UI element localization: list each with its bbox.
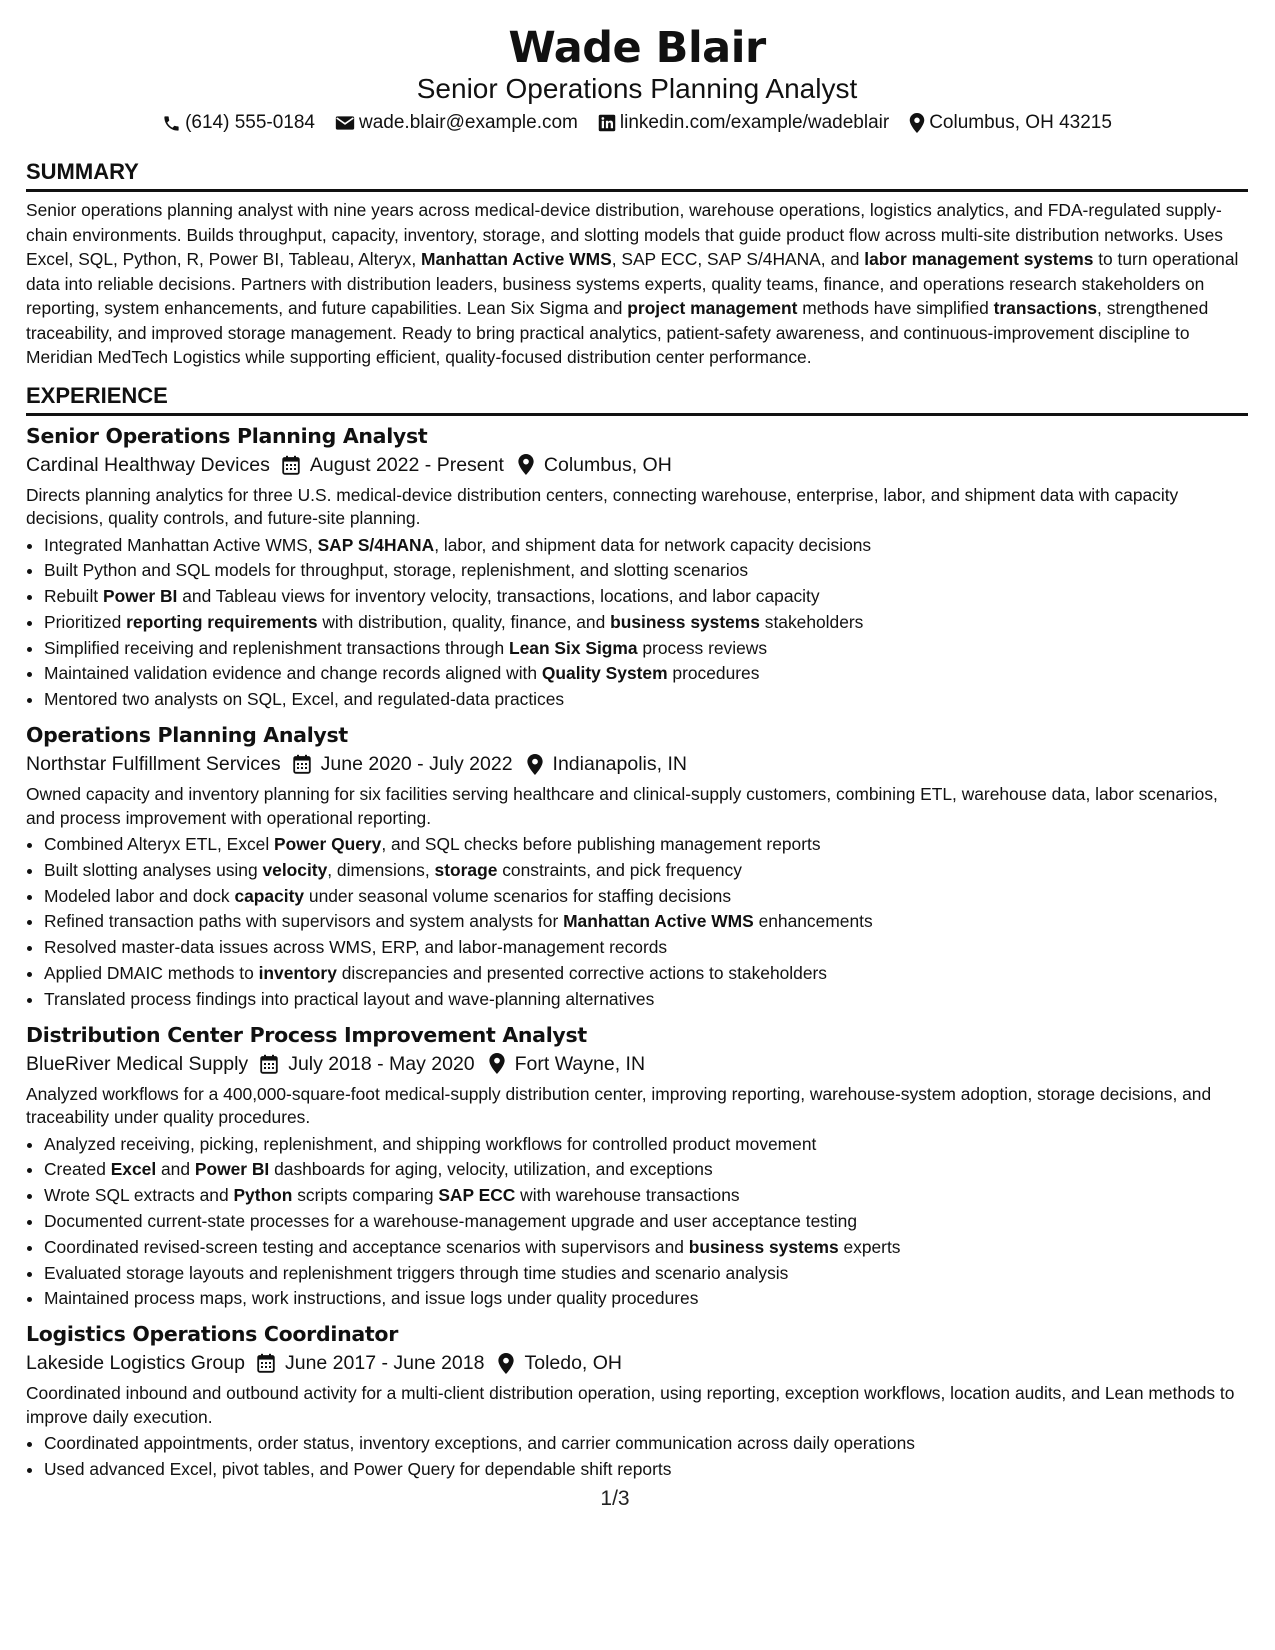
text-run: Wrote SQL extracts and xyxy=(44,1185,234,1206)
bold-keyword: SAP S/4HANA xyxy=(317,534,435,555)
bullet-list xyxy=(26,832,1248,1013)
bold-keyword: project management xyxy=(627,298,798,318)
bold-keyword: Power Query xyxy=(274,834,382,855)
job-title: Senior Operations Planning Analyst xyxy=(26,423,428,448)
text-run: Coordinated revised-screen testing and acceptance scenarios with supervisors and xyxy=(44,1236,689,1257)
job-entry xyxy=(26,1320,1248,1483)
text-run: Evaluated storage layouts and replenishment triggers through time studies and scenario analysis xyxy=(44,1262,789,1283)
section-title-summary: SUMMARY xyxy=(26,159,1248,192)
job-meta xyxy=(26,1348,1248,1378)
calendar-icon xyxy=(260,1054,278,1074)
contact-linkedin[interactable] xyxy=(598,112,889,134)
contact-phone xyxy=(162,112,315,134)
map-pin-icon xyxy=(527,754,543,775)
bullet-item xyxy=(44,832,1248,858)
bold-keyword: Excel xyxy=(110,1159,157,1180)
text-run: Prioritized xyxy=(44,611,127,632)
job-location: Fort Wayne, IN xyxy=(514,1052,646,1075)
bold-keyword: Power BI xyxy=(102,586,178,607)
job-meta xyxy=(26,1049,1248,1079)
bullet-item xyxy=(44,610,1248,636)
text-run: Coordinated appointments, order status, inventory exceptions, and carrier communication across daily operations xyxy=(44,1433,915,1454)
phone-text: (614) 555-0184 xyxy=(185,112,315,133)
page-number: 1/3 xyxy=(600,1487,630,1510)
bullet-item xyxy=(44,1209,1248,1235)
job-entry xyxy=(26,422,1248,714)
text-run: Built slotting analyses using xyxy=(44,859,263,880)
linkedin-text[interactable]: linkedin.com/example/wadeblair xyxy=(619,112,890,133)
bullet-item xyxy=(44,558,1248,584)
map-pin-icon xyxy=(489,1053,505,1074)
bold-keyword: Lean Six Sigma xyxy=(508,637,638,658)
linkedin-icon xyxy=(598,114,616,132)
text-run: Simplified receiving and replenishment transactions through xyxy=(44,637,509,658)
bullet-item xyxy=(44,909,1248,935)
company-name: Cardinal Healthway Devices xyxy=(26,453,270,476)
bold-keyword: capacity xyxy=(234,885,305,906)
text-run: constraints, and pick frequency xyxy=(497,859,742,880)
text-run: Maintained process maps, work instructions, and issue logs under quality procedures xyxy=(44,1288,699,1309)
bullet-item xyxy=(44,1157,1248,1183)
email-text[interactable]: wade.blair@example.com xyxy=(359,112,578,133)
job-entry xyxy=(26,721,1248,1013)
text-run: Refined transaction paths with supervisors and system analysts for xyxy=(44,911,564,932)
bullet-item xyxy=(44,533,1248,559)
company-name: Northstar Fulfillment Services xyxy=(26,753,281,776)
text-run: to turn operational data into reliable decisions. Partners with distribution leaders, business systems experts, quality teams, finance, and operations research stakeholders on reporting, system enhancements, and future capabilities. Lean Six Sigma and xyxy=(26,249,1239,318)
contact-email[interactable] xyxy=(335,112,578,134)
text-run: enhancements xyxy=(753,911,873,932)
candidate-title: Senior Operations Planning Analyst xyxy=(416,73,858,104)
text-run: stakeholders xyxy=(759,611,864,632)
bullet-item xyxy=(44,1183,1248,1209)
text-run: with distribution, quality, finance, and xyxy=(317,611,611,632)
experience-list xyxy=(26,422,1248,1483)
text-run: Integrated Manhattan Active WMS, xyxy=(44,534,318,555)
summary-paragraph xyxy=(26,198,1248,370)
job-location: Toledo, OH xyxy=(524,1352,623,1375)
bold-keyword: storage xyxy=(434,859,498,880)
location-text: Columbus, OH 43215 xyxy=(929,112,1112,133)
job-dates: August 2022 - Present xyxy=(309,453,504,476)
bold-keyword: inventory xyxy=(258,963,337,984)
bullet-list xyxy=(26,533,1248,714)
bullet-item xyxy=(44,661,1248,687)
bold-keyword: Power BI xyxy=(194,1159,270,1180)
bullet-list xyxy=(26,1431,1248,1483)
calendar-icon xyxy=(282,455,300,475)
phone-icon xyxy=(162,114,181,133)
bullet-item xyxy=(44,636,1248,662)
bullet-item xyxy=(44,987,1248,1013)
company-name: Lakeside Logistics Group xyxy=(26,1352,245,1375)
text-run: Modeled labor and dock xyxy=(44,885,235,906)
bold-keyword: business systems xyxy=(610,611,760,632)
job-title: Distribution Center Process Improvement Analyst xyxy=(26,1022,587,1047)
text-run: Maintained validation evidence and change records aligned with xyxy=(44,663,542,684)
candidate-name: Wade Blair xyxy=(508,23,766,73)
text-run: Rebuilt xyxy=(44,586,103,607)
calendar-icon xyxy=(257,1353,275,1373)
bullet-item xyxy=(44,687,1248,713)
bold-keyword: transactions xyxy=(993,298,1098,318)
text-run: Combined Alteryx ETL, Excel xyxy=(44,834,275,855)
text-run: dashboards for aging, velocity, utilization, and exceptions xyxy=(269,1159,713,1180)
job-description: Owned capacity and inventory planning for six facilities serving healthcare and clinical-supply customers, combining ETL, warehouse data, labor scenarios, and process improvement with operational reporting. xyxy=(26,784,1218,828)
text-run: Created xyxy=(44,1159,111,1180)
text-run: Senior operations planning analyst with nine years across medical-device distribution, warehouse operations, logistics analytics, and FDA-regulated supply-chain environments. Builds throughput, capacity, inventory, storage, and slotting models that guide product flow across multi-site distribution networks. Uses Excel, SQL, Python, R, Power BI, Tableau, Alteryx, xyxy=(26,200,1224,269)
text-run: procedures xyxy=(667,663,760,684)
job-meta xyxy=(26,749,1248,779)
text-run: and xyxy=(156,1159,195,1180)
job-title: Logistics Operations Coordinator xyxy=(26,1322,399,1347)
text-run: Documented current-state processes for a warehouse-management upgrade and user acceptance testing xyxy=(44,1211,857,1232)
section-title-experience: EXPERIENCE xyxy=(26,383,1248,416)
bullet-item xyxy=(44,584,1248,610)
bold-keyword: reporting requirements xyxy=(126,611,318,632)
text-run: Resolved master-data issues across WMS, ERP, and labor-management records xyxy=(44,937,668,958)
bullet-item xyxy=(44,858,1248,884)
map-pin-icon xyxy=(518,454,534,475)
job-meta xyxy=(26,450,1248,480)
bold-keyword: velocity xyxy=(262,859,328,880)
text-run: , dimensions, xyxy=(327,859,435,880)
bullet-item xyxy=(44,1457,1248,1483)
bold-keyword: SAP ECC xyxy=(438,1185,516,1206)
map-pin-icon xyxy=(498,1353,514,1374)
bullet-item xyxy=(44,1261,1248,1287)
bullet-item xyxy=(44,1286,1248,1312)
bold-keyword: labor management systems xyxy=(864,249,1094,269)
bullet-item xyxy=(44,1235,1248,1261)
job-location: Indianapolis, IN xyxy=(552,753,687,776)
company-name: BlueRiver Medical Supply xyxy=(26,1052,249,1075)
calendar-icon xyxy=(293,754,311,774)
bullet-list xyxy=(26,1132,1248,1313)
resume-page xyxy=(26,22,1248,1483)
text-run: with warehouse transactions xyxy=(515,1185,740,1206)
text-run: and Tableau views for inventory velocity, transactions, locations, and labor capacity xyxy=(177,586,820,607)
bullet-item xyxy=(44,935,1248,961)
bullet-item xyxy=(44,1431,1248,1457)
contact-location xyxy=(909,112,1112,134)
text-run: Applied DMAIC methods to xyxy=(44,963,259,984)
text-run: discrepancies and presented corrective actions to stakeholders xyxy=(336,963,827,984)
envelope-icon xyxy=(335,115,355,131)
text-run: Analyzed receiving, picking, replenishment, and shipping workflows for controlled product movement xyxy=(44,1133,817,1154)
bold-keyword: business systems xyxy=(688,1236,839,1257)
job-description: Coordinated inbound and outbound activity for a multi-client distribution operation, using reporting, exception workflows, location audits, and Lean methods to improve daily execution. xyxy=(26,1383,1235,1427)
text-run: , labor, and shipment data for network capacity decisions xyxy=(434,534,872,555)
text-run: Mentored two analysts on SQL, Excel, and regulated-data practices xyxy=(44,689,565,710)
job-dates: July 2018 - May 2020 xyxy=(288,1052,475,1075)
text-run: , SAP ECC, SAP S/4HANA, and xyxy=(611,249,865,269)
text-run: Used advanced Excel, pivot tables, and Power Query for dependable shift reports xyxy=(44,1459,672,1480)
text-run: , and SQL checks before publishing management reports xyxy=(381,834,821,855)
bullet-item xyxy=(44,961,1248,987)
bullet-item xyxy=(44,884,1248,910)
bold-keyword: Quality System xyxy=(541,663,668,684)
job-entry xyxy=(26,1021,1248,1313)
text-run: methods have simplified xyxy=(797,298,994,318)
text-run: , strengthened traceability, and improved storage management. Ready to bring practical analytics, patient-safety awareness, and continuous-improvement discipline to Meridian MedTech Logistics while supporting efficient, quality-focused distribution center performance. xyxy=(26,298,1209,367)
job-dates: June 2017 - June 2018 xyxy=(284,1352,485,1375)
contact-bar xyxy=(26,112,1248,134)
job-dates: June 2020 - July 2022 xyxy=(320,753,513,776)
text-run: experts xyxy=(838,1236,901,1257)
bold-keyword: Python xyxy=(233,1185,293,1206)
map-pin-icon xyxy=(909,113,925,133)
bold-keyword: Manhattan Active WMS xyxy=(421,249,612,269)
text-run: process reviews xyxy=(637,637,768,658)
text-run: Built Python and SQL models for throughput, storage, replenishment, and slotting scenarios xyxy=(44,560,749,581)
job-location: Columbus, OH xyxy=(543,453,672,476)
bold-keyword: Manhattan Active WMS xyxy=(563,911,754,932)
text-run: under seasonal volume scenarios for staffing decisions xyxy=(304,885,732,906)
job-title: Operations Planning Analyst xyxy=(26,723,348,748)
job-description: Analyzed workflows for a 400,000-square-foot medical-supply distribution center, improving reporting, warehouse-system adoption, storage decisions, and traceability under quality procedures. xyxy=(26,1083,1212,1128)
bullet-item xyxy=(44,1132,1248,1158)
text-run: Translated process findings into practical layout and wave-planning alternatives xyxy=(44,988,655,1009)
text-run: scripts comparing xyxy=(292,1185,439,1206)
job-description: Directs planning analytics for three U.S. medical-device distribution centers, connecting warehouse, enterprise, labor, and shipment data with capacity decisions, quality controls, and future-site planning. xyxy=(26,484,1179,528)
